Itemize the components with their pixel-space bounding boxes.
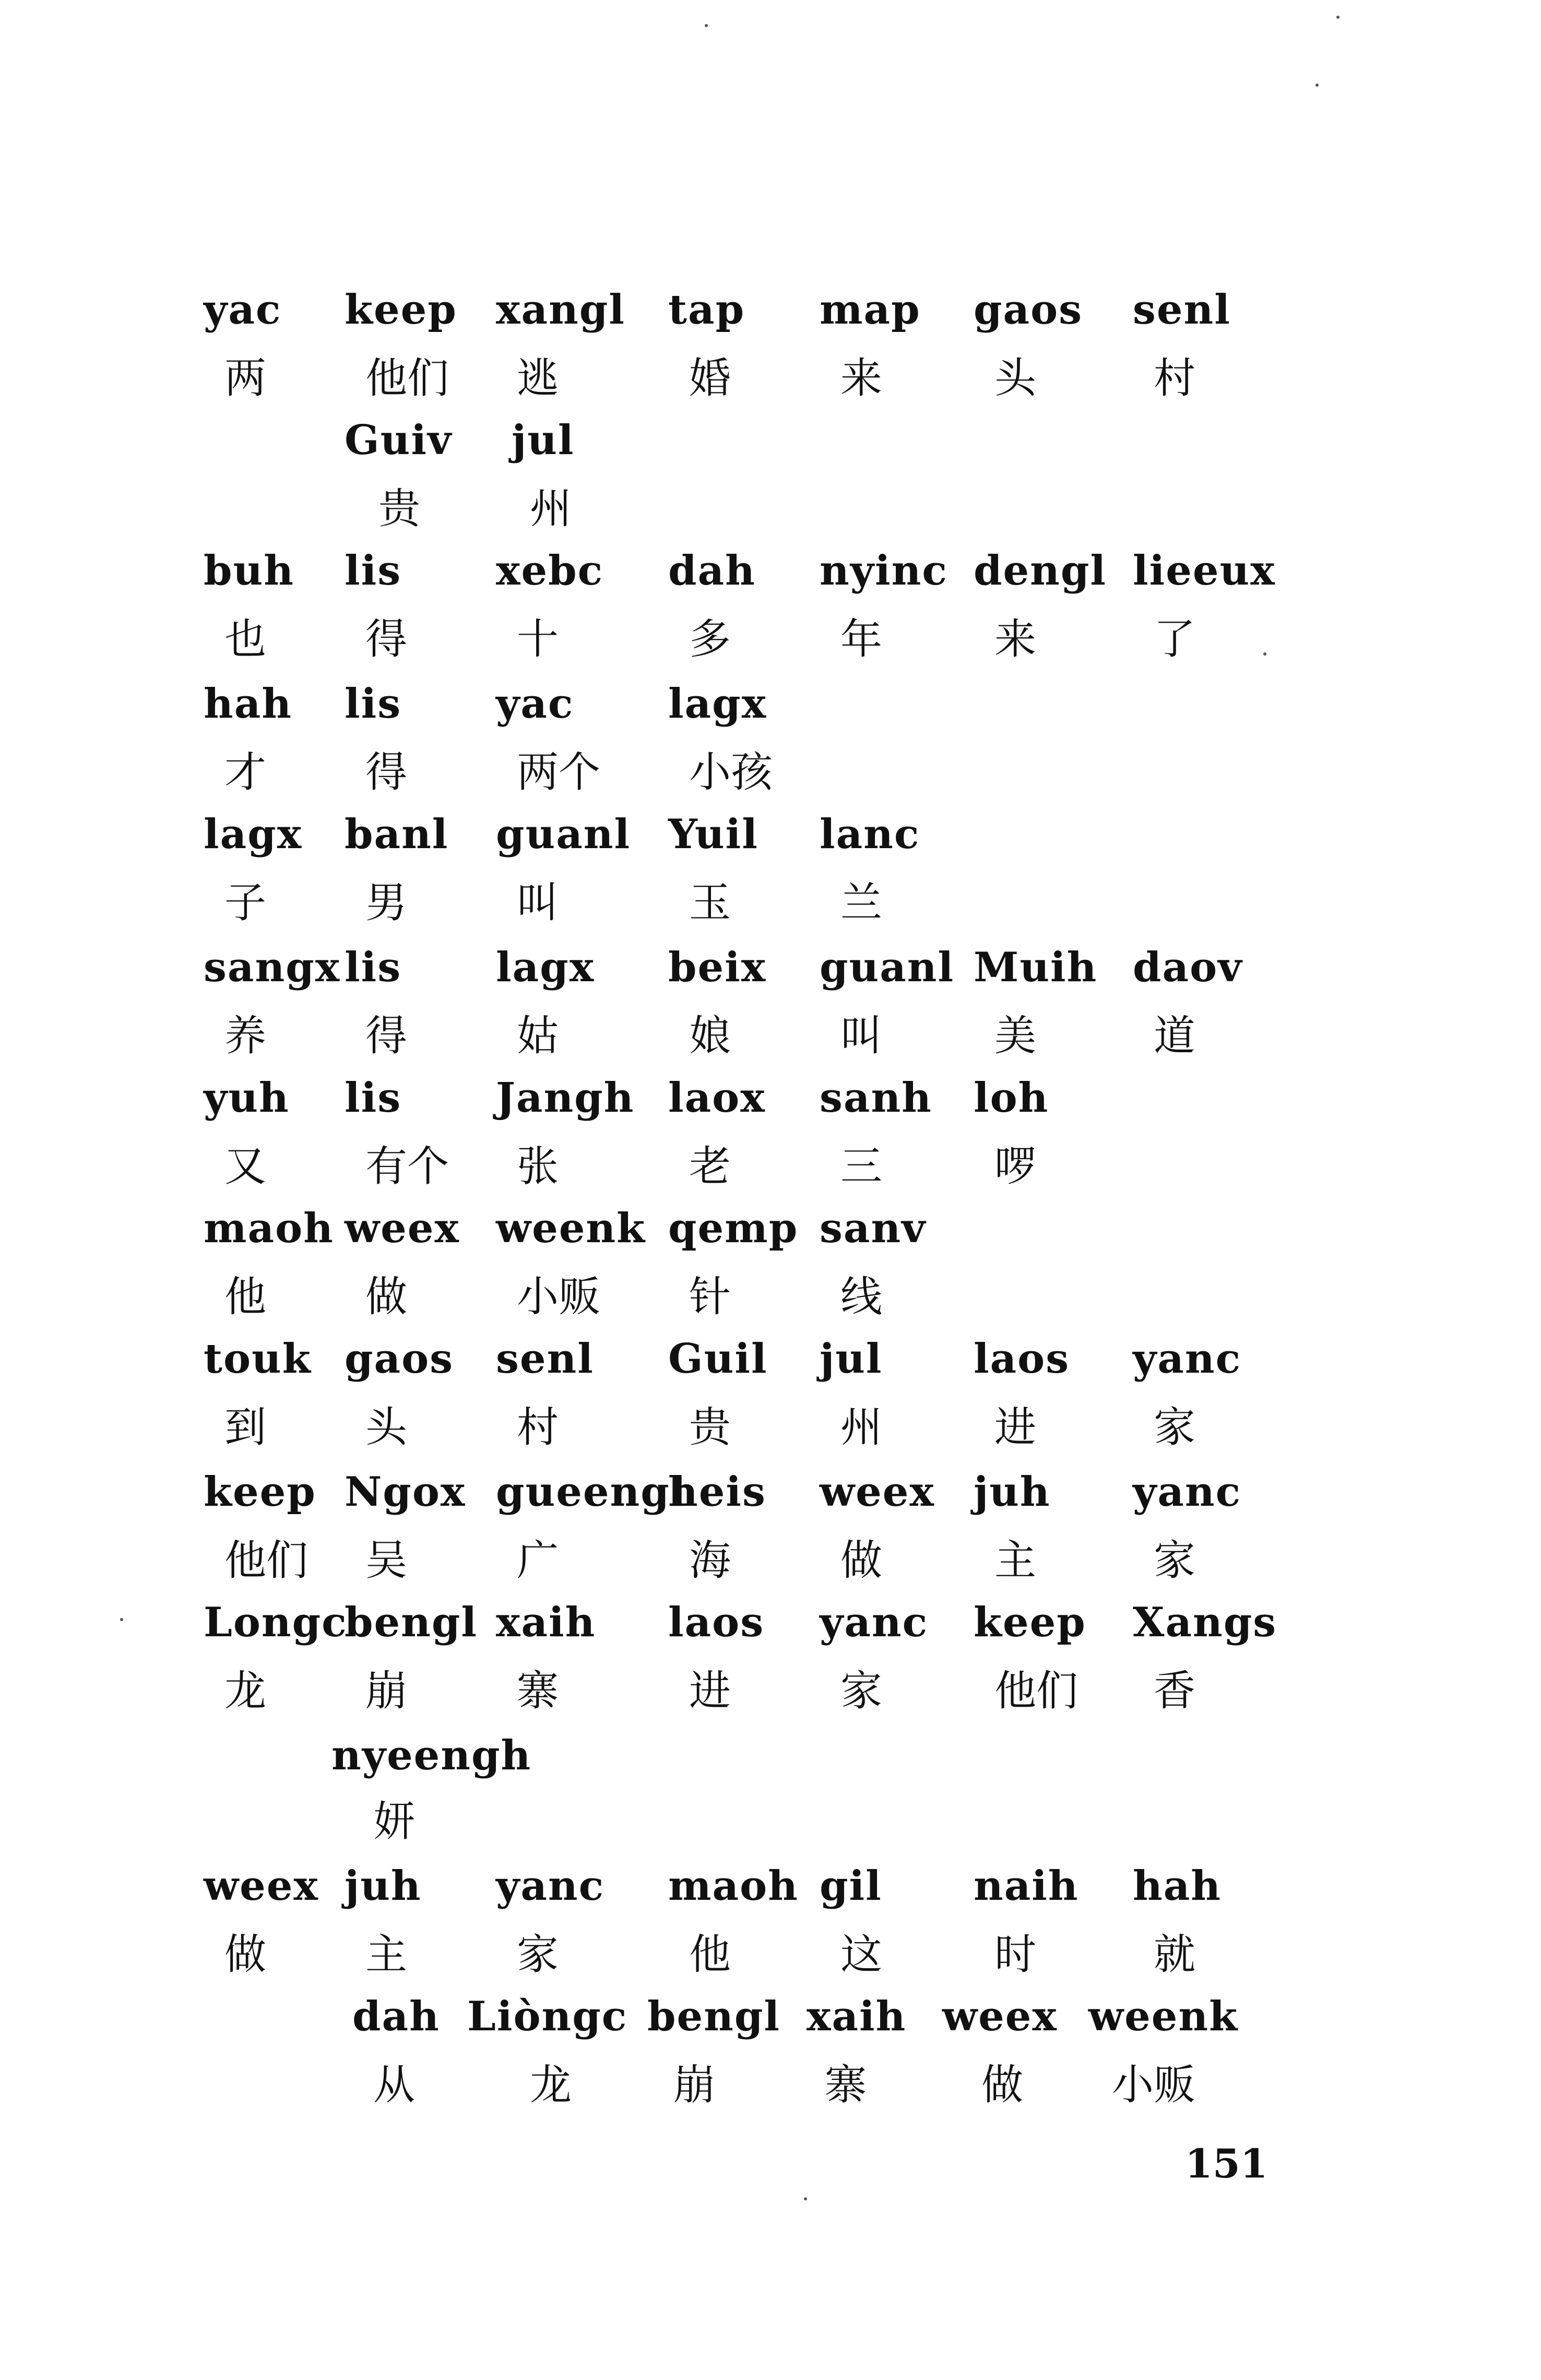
romanized-word: weex [345, 1205, 460, 1252]
romanized-line [0, 1074, 1541, 1151]
romanized-line [0, 1732, 1541, 1808]
chinese-word: 逃 [517, 354, 559, 402]
chinese-word: 两个 [517, 748, 600, 796]
chinese-word: 到 [224, 1403, 266, 1451]
chinese-word: 得 [365, 748, 407, 796]
romanized-word: banl [345, 811, 449, 858]
romanized-word: keep [974, 1599, 1086, 1646]
romanized-line [0, 547, 1541, 624]
chinese-word: 两 [224, 354, 266, 402]
romanized-word: senl [1133, 286, 1231, 334]
romanized-word: weenk [496, 1205, 646, 1252]
scan-speck [1315, 84, 1319, 87]
romanized-word: heis [668, 1468, 766, 1516]
chinese-word: 家 [840, 1667, 882, 1715]
romanized-word: juh [345, 1862, 422, 1910]
romanized-line [0, 1599, 1541, 1675]
romanized-word: guanl [496, 811, 631, 858]
scan-speck [1336, 16, 1340, 19]
romanized-word: dah [352, 1993, 440, 2040]
romanized-word: lis [345, 547, 402, 594]
romanized-word: laos [668, 1599, 765, 1646]
chinese-word: 从 [373, 2061, 415, 2109]
romanized-line [0, 1862, 1541, 1939]
chinese-word: 小贩 [1112, 2061, 1195, 2109]
romanized-word: yac [204, 286, 282, 334]
chinese-word: 养 [224, 1011, 266, 1060]
chinese-word: 州 [530, 484, 572, 533]
romanized-word: lagx [668, 680, 767, 728]
romanized-word: Ngox [345, 1468, 466, 1516]
romanized-word: touk [204, 1335, 312, 1383]
romanized-word: xebc [496, 547, 604, 594]
chinese-word: 他们 [365, 354, 449, 402]
chinese-word: 年 [840, 615, 882, 663]
chinese-word: 时 [994, 1930, 1036, 1979]
chinese-word: 也 [224, 615, 266, 663]
romanized-word: weex [820, 1468, 935, 1516]
chinese-word: 广 [517, 1536, 559, 1585]
romanized-word: gil [820, 1862, 882, 1910]
chinese-word: 崩 [673, 2061, 715, 2109]
chinese-word: 他们 [224, 1536, 308, 1585]
chinese-word: 头 [994, 354, 1036, 402]
chinese-word: 州 [840, 1403, 882, 1451]
chinese-word: 叫 [840, 1011, 882, 1060]
romanized-word: buh [204, 547, 294, 594]
romanized-word: Guiv [345, 416, 453, 464]
chinese-word: 这 [840, 1930, 882, 1979]
chinese-word: 他 [224, 1272, 266, 1321]
chinese-word: 得 [365, 615, 407, 663]
chinese-word: 村 [517, 1403, 559, 1451]
romanized-word: xaih [807, 1993, 907, 2040]
chinese-word: 主 [365, 1930, 407, 1979]
romanized-word: loh [974, 1074, 1049, 1122]
romanized-word: laos [974, 1335, 1070, 1383]
romanized-word: gaos [345, 1335, 454, 1383]
chinese-gloss-line [0, 2061, 1541, 2137]
chinese-gloss-line [0, 354, 1541, 431]
romanized-word: lis [345, 680, 402, 728]
chinese-word: 美 [994, 1011, 1036, 1060]
chinese-word: 兰 [840, 878, 882, 927]
chinese-word: 家 [1154, 1536, 1195, 1585]
chinese-word: 多 [689, 615, 731, 663]
chinese-word: 娘 [689, 1011, 731, 1060]
romanized-word: beix [668, 944, 767, 991]
chinese-word: 子 [224, 878, 266, 927]
romanized-line [0, 944, 1541, 1020]
chinese-word: 就 [1154, 1930, 1195, 1979]
romanized-word: maoh [668, 1862, 799, 1910]
scan-speck [804, 2197, 807, 2200]
chinese-word: 吴 [365, 1536, 407, 1585]
romanized-word: jul [512, 416, 575, 464]
romanized-word: yanc [1133, 1468, 1242, 1516]
chinese-gloss-line [0, 1667, 1541, 1743]
romanized-word: laox [668, 1074, 766, 1122]
chinese-word: 男 [365, 878, 407, 927]
romanized-word: bengl [647, 1993, 781, 2040]
chinese-word: 崩 [365, 1667, 407, 1715]
chinese-word: 叫 [517, 878, 559, 927]
chinese-word: 进 [994, 1403, 1036, 1451]
romanized-word: naih [974, 1862, 1079, 1910]
chinese-word: 得 [365, 1011, 407, 1060]
romanized-word: guanl [820, 944, 955, 991]
romanized-word: Liòngc [467, 1993, 628, 2040]
chinese-word: 他们 [994, 1667, 1078, 1715]
romanized-word: Xangs [1133, 1599, 1277, 1646]
romanized-line [0, 1205, 1541, 1281]
romanized-word: lagx [204, 811, 303, 858]
romanized-word: nyinc [820, 547, 948, 594]
scan-speck [705, 24, 708, 27]
chinese-word: 张 [517, 1142, 559, 1191]
chinese-word: 贵 [689, 1403, 731, 1451]
chinese-word: 他 [689, 1930, 731, 1979]
romanized-word: gaos [974, 286, 1083, 334]
romanized-word: weex [204, 1862, 319, 1910]
romanized-word: sanv [820, 1205, 927, 1252]
romanized-word: dengl [974, 547, 1107, 594]
romanized-word: weenk [1088, 1993, 1239, 2040]
romanized-word: nyeengh [331, 1732, 532, 1779]
romanized-word: hah [1133, 1862, 1222, 1910]
chinese-word: 线 [840, 1272, 882, 1321]
chinese-word: 来 [840, 354, 882, 402]
romanized-word: Guil [668, 1335, 768, 1383]
romanized-word: yac [496, 680, 574, 728]
romanized-word: lieeux [1133, 547, 1276, 594]
chinese-word: 才 [224, 748, 266, 796]
chinese-word: 啰 [994, 1142, 1036, 1191]
chinese-word: 做 [365, 1272, 407, 1321]
romanized-word: daov [1133, 944, 1243, 991]
romanized-line [0, 1468, 1541, 1545]
chinese-word: 又 [224, 1142, 266, 1191]
romanized-word: Jangh [496, 1074, 635, 1122]
romanized-word: bengl [345, 1599, 478, 1646]
romanized-word: map [820, 286, 921, 334]
romanized-word: sanh [820, 1074, 932, 1122]
romanized-word: yanc [820, 1599, 929, 1646]
chinese-word: 玉 [689, 878, 731, 927]
romanized-line [0, 1335, 1541, 1412]
romanized-word: Yuil [668, 811, 758, 858]
romanized-word: hah [204, 680, 292, 728]
romanized-word: jul [820, 1335, 883, 1383]
chinese-word: 龙 [530, 2061, 572, 2109]
chinese-word: 老 [689, 1142, 731, 1191]
romanized-word: lanc [820, 811, 920, 858]
romanized-line [0, 811, 1541, 887]
romanized-word: xaih [496, 1599, 596, 1646]
romanized-word: gueengl [496, 1468, 687, 1516]
romanized-word: yanc [1133, 1335, 1242, 1383]
chinese-word: 龙 [224, 1667, 266, 1715]
chinese-word: 进 [689, 1667, 731, 1715]
chinese-word: 妍 [373, 1797, 415, 1846]
romanized-word: qemp [668, 1205, 799, 1252]
chinese-word: 婚 [689, 354, 731, 402]
romanized-word: dah [668, 547, 756, 594]
romanized-line [0, 680, 1541, 757]
chinese-word: 香 [1154, 1667, 1195, 1715]
romanized-word: keep [204, 1468, 316, 1516]
chinese-word: 家 [517, 1930, 559, 1979]
chinese-word: 十 [517, 615, 559, 663]
chinese-word: 寨 [517, 1667, 559, 1715]
chinese-word: 主 [994, 1536, 1036, 1585]
chinese-word: 家 [1154, 1403, 1195, 1451]
chinese-word: 海 [689, 1536, 731, 1585]
chinese-word: 三 [840, 1142, 882, 1191]
chinese-word: 做 [981, 2061, 1023, 2109]
chinese-word: 小孩 [689, 748, 773, 796]
romanized-word: lis [345, 944, 402, 991]
chinese-word: 做 [224, 1930, 266, 1979]
chinese-word: 头 [365, 1403, 407, 1451]
chinese-word: 道 [1154, 1011, 1195, 1060]
chinese-word: 有个 [365, 1142, 449, 1191]
chinese-word: 姑 [517, 1011, 559, 1060]
romanized-word: lagx [496, 944, 595, 991]
romanized-word: juh [974, 1468, 1051, 1516]
romanized-word: sangx [204, 944, 341, 991]
chinese-word: 来 [994, 615, 1036, 663]
romanized-word: senl [496, 1335, 594, 1383]
chinese-word: 村 [1154, 354, 1195, 402]
chinese-word: 了 [1154, 615, 1195, 663]
chinese-word: 针 [689, 1272, 731, 1321]
romanized-word: keep [345, 286, 457, 334]
page-number: 151 [1185, 2140, 1268, 2187]
romanized-word: xangl [496, 286, 625, 334]
romanized-word: yanc [496, 1862, 605, 1910]
romanized-word: Longc [204, 1599, 348, 1646]
romanized-line [0, 286, 1541, 363]
romanized-line [0, 1993, 1541, 2069]
romanized-word: lis [345, 1074, 402, 1122]
chinese-word: 小贩 [517, 1272, 600, 1321]
chinese-word: 寨 [825, 2061, 867, 2109]
romanized-word: tap [668, 286, 745, 334]
chinese-word: 贵 [378, 484, 420, 533]
romanized-word: maoh [204, 1205, 334, 1252]
romanized-line [0, 416, 1541, 493]
chinese-word: 做 [840, 1536, 882, 1585]
romanized-word: weex [942, 1993, 1058, 2040]
romanized-word: Muih [974, 944, 1098, 991]
romanized-word: yuh [204, 1074, 290, 1122]
